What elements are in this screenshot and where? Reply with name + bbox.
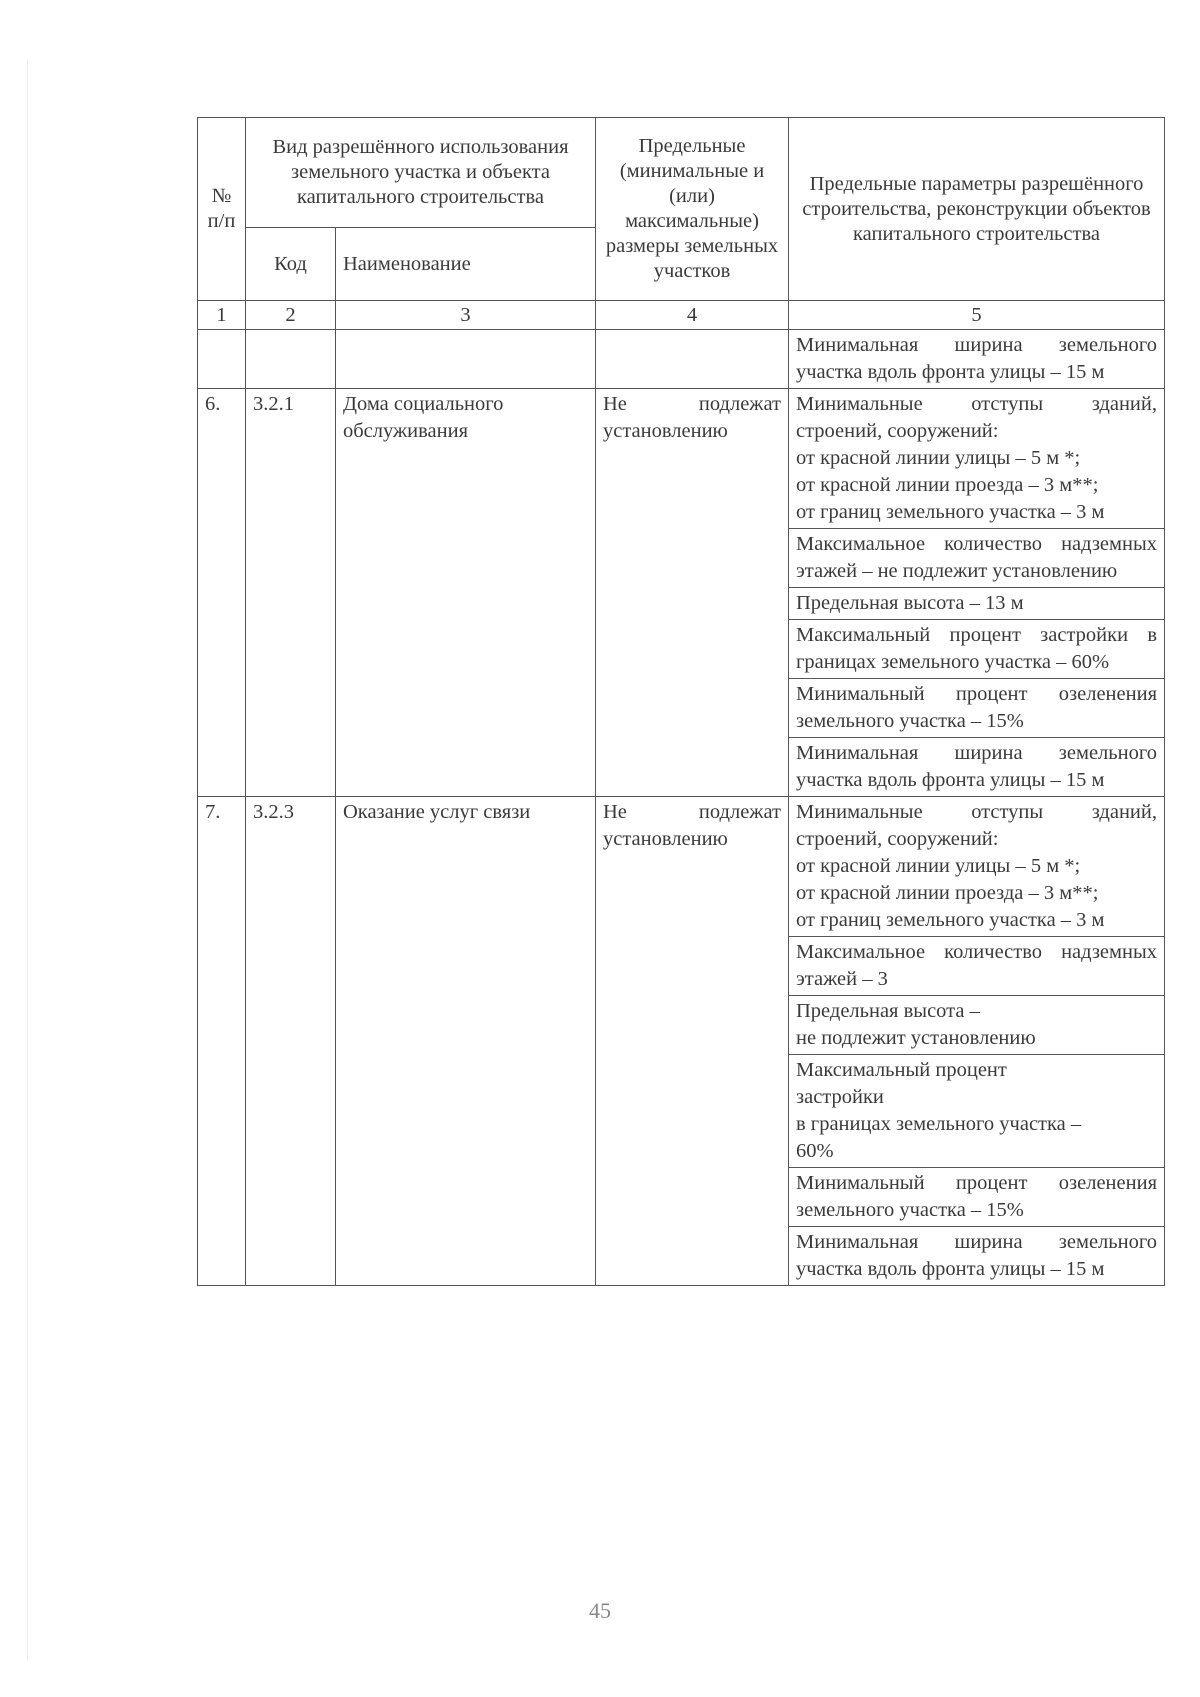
row-name-cont: [336, 1227, 596, 1286]
row-number-cont: [198, 1227, 246, 1286]
row-code-cont: [246, 996, 336, 1055]
row-sizes-cont: [596, 996, 789, 1055]
header-use-group: Вид разрешённого использования земельного участка и объекта капитального строительства: [246, 118, 596, 228]
param-line: Предельная высота –: [796, 1000, 980, 1022]
row-code-cont: [246, 620, 336, 679]
row-code-cont: [246, 1055, 336, 1168]
row-code-cont: [246, 1168, 336, 1227]
table-row: [198, 996, 1165, 1055]
row-number-cont: [198, 738, 246, 797]
param-line: от красной линии улицы – 5 м *;: [796, 447, 1081, 469]
table-row: [198, 797, 1165, 937]
param-cell: Минимальный процент озеленения земельного участка – 15%: [789, 679, 1165, 738]
row-sizes-cont: [596, 529, 789, 588]
param-line: от красной линии улицы – 5 м *;: [796, 855, 1081, 877]
param-cell: Предельная высота – 13 м: [789, 588, 1165, 620]
header-sizes: Предельные (минимальные и (или) максимальные) размеры земельных участков: [596, 118, 789, 301]
land-use-regulations-table: [197, 117, 1165, 1286]
column-numbers-row: [198, 301, 1165, 330]
table-row: [198, 1227, 1165, 1286]
continued-param-cell: Минимальная ширина земельного участка вдоль фронта улицы – 15 м: [789, 330, 1165, 389]
column-number: 5: [789, 301, 1165, 330]
continued-empty-cell: [246, 330, 336, 389]
row-code: 3.2.1: [246, 389, 336, 529]
param-line: застройки: [796, 1086, 884, 1108]
column-number: 3: [336, 301, 596, 330]
continued-empty-cell: [336, 330, 596, 389]
table-row: [198, 588, 1165, 620]
row-code: 3.2.3: [246, 797, 336, 937]
row-name-cont: [336, 996, 596, 1055]
row-number-cont: [198, 588, 246, 620]
row-number: 7.: [198, 797, 246, 937]
table-row: [198, 738, 1165, 797]
param-cell: Минимальный процент озеленения земельного участка – 15%: [789, 1168, 1165, 1227]
param-line: не подлежит установлению: [796, 1027, 1036, 1049]
row-code-cont: [246, 529, 336, 588]
row-sizes-cont: [596, 738, 789, 797]
table-row: [198, 1168, 1165, 1227]
row-name-cont: [336, 679, 596, 738]
row-name-cont: [336, 588, 596, 620]
column-number: 4: [596, 301, 789, 330]
param-line: в границах земельного участка –: [796, 1113, 1082, 1135]
row-code-cont: [246, 738, 336, 797]
param-line: от красной линии проезда – 3 м**;: [796, 882, 1099, 904]
header-row: [198, 118, 1165, 228]
param-cell: [789, 996, 1165, 1055]
param-lead: Минимальные отступы зданий, строений, сооружений:: [796, 801, 1157, 850]
param-cell: Минимальная ширина земельного участка вдоль фронта улицы – 15 м: [789, 738, 1165, 797]
row-name-cont: [336, 937, 596, 996]
param-line: от красной линии проезда – 3 м**;: [796, 474, 1099, 496]
param-line: 60%: [796, 1140, 834, 1162]
continued-row: [198, 330, 1165, 389]
row-number-cont: [198, 937, 246, 996]
row-sizes-cont: [596, 1227, 789, 1286]
param-line: от границ земельного участка – 3 м: [796, 501, 1105, 523]
row-number-cont: [198, 679, 246, 738]
row-number-cont: [198, 1055, 246, 1168]
table-row: [198, 679, 1165, 738]
table-row: [198, 389, 1165, 529]
continued-empty-cell: [198, 330, 246, 389]
row-sizes-cont: [596, 937, 789, 996]
row-sizes-cont: [596, 588, 789, 620]
row-sizes-cont: [596, 620, 789, 679]
row-name: Оказание услуг связи: [336, 797, 596, 937]
header-name: Наименование: [336, 228, 596, 301]
row-name: Дома социального обслуживания: [336, 389, 596, 529]
row-name-cont: [336, 738, 596, 797]
continued-empty-cell: [596, 330, 789, 389]
param-cell: [789, 797, 1165, 937]
param-cell: [789, 1055, 1165, 1168]
row-number-cont: [198, 529, 246, 588]
column-number: 1: [198, 301, 246, 330]
param-line: Максимальный процент: [796, 1059, 1007, 1081]
row-name-cont: [336, 1168, 596, 1227]
row-name-cont: [336, 1055, 596, 1168]
header-code: Код: [246, 228, 336, 301]
header-num: № п/п: [198, 118, 246, 301]
table-row: [198, 529, 1165, 588]
column-number: 2: [246, 301, 336, 330]
param-cell: Максимальный процент застройки в границах земельного участка – 60%: [789, 620, 1165, 679]
param-line: от границ земельного участка – 3 м: [796, 909, 1105, 931]
scan-margin-line: [27, 60, 28, 1660]
param-cell: Максимальное количество надземных этажей – 3: [789, 937, 1165, 996]
header-params: Предельные параметры разрешённого строительства, реконструкции объектов капитального строительства: [789, 118, 1165, 301]
table-row: [198, 1055, 1165, 1168]
row-sizes-cont: [596, 1055, 789, 1168]
table-row: [198, 937, 1165, 996]
row-number-cont: [198, 620, 246, 679]
row-code-cont: [246, 937, 336, 996]
row-code-cont: [246, 588, 336, 620]
row-name-cont: [336, 529, 596, 588]
row-code-cont: [246, 1227, 336, 1286]
row-sizes: Не подлежат установлению: [596, 797, 789, 937]
row-code-cont: [246, 679, 336, 738]
row-sizes-cont: [596, 679, 789, 738]
param-cell: Максимальное количество надземных этажей – не подлежит установлению: [789, 529, 1165, 588]
row-sizes: Не подлежат установлению: [596, 389, 789, 529]
page-number: 45: [589, 1598, 611, 1623]
param-lead: Минимальные отступы зданий, строений, сооружений:: [796, 393, 1157, 442]
row-number-cont: [198, 1168, 246, 1227]
row-number-cont: [198, 996, 246, 1055]
row-number: 6.: [198, 389, 246, 529]
row-name-cont: [336, 620, 596, 679]
param-cell: Минимальная ширина земельного участка вдоль фронта улицы – 15 м: [789, 1227, 1165, 1286]
table-row: [198, 620, 1165, 679]
row-sizes-cont: [596, 1168, 789, 1227]
param-cell: [789, 389, 1165, 529]
